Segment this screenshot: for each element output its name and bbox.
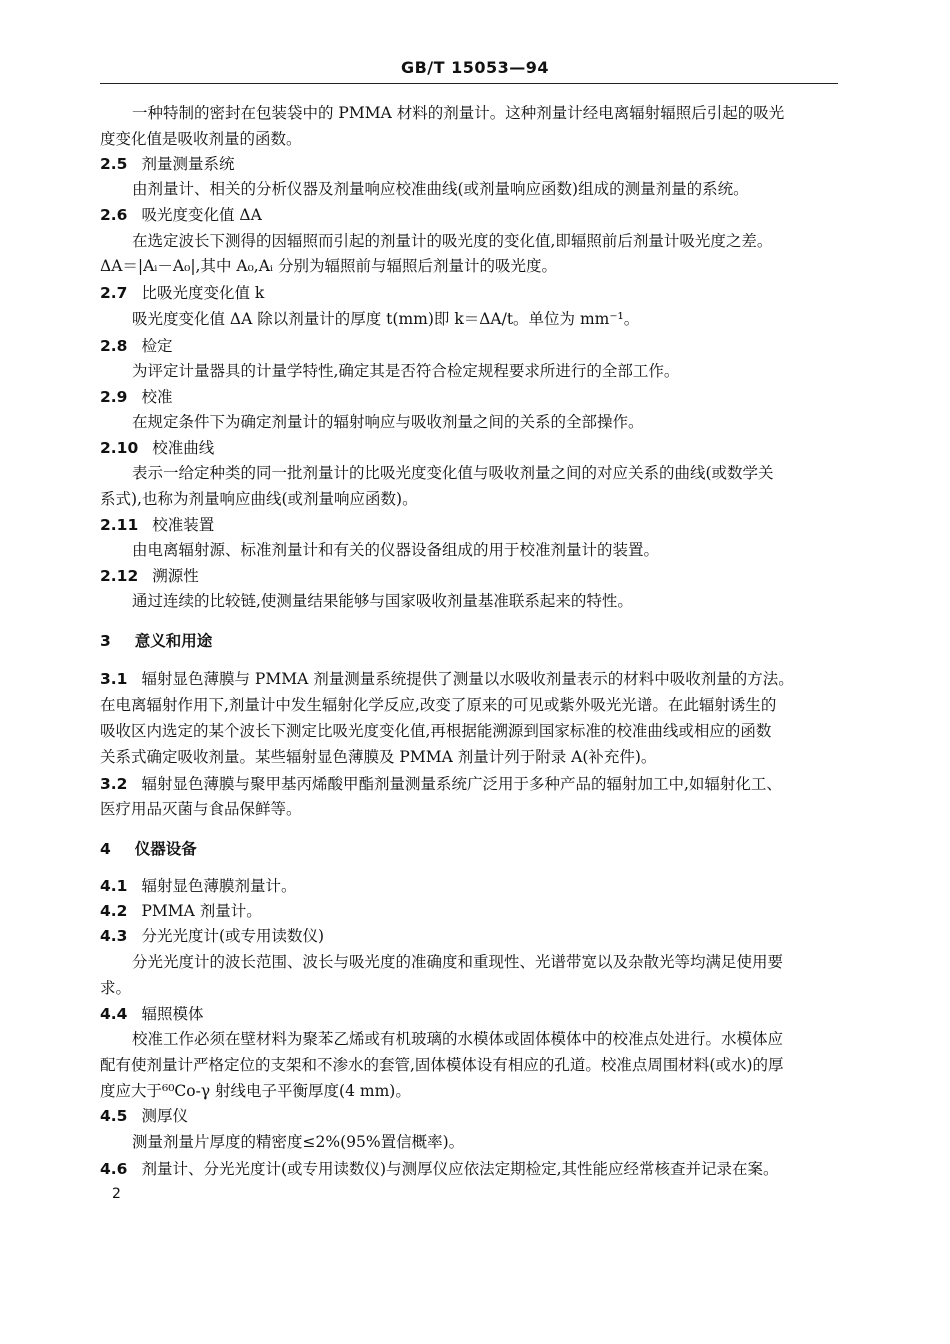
clause-text: 校准曲线 — [152, 439, 215, 457]
clause-number: 2.7 — [100, 284, 128, 302]
text-line — [132, 1028, 783, 1050]
clause-text: PMMA 剂量计。 — [141, 902, 262, 920]
text-line — [132, 102, 784, 124]
header-rule — [100, 83, 838, 84]
clause-number: 4.2 — [100, 902, 128, 920]
section-heading — [100, 630, 212, 652]
text-line — [100, 255, 557, 277]
text-line — [132, 539, 659, 561]
clause-line — [100, 925, 324, 947]
text-line — [132, 1131, 464, 1153]
page-number: 2 — [112, 1186, 121, 1202]
text-line — [100, 746, 656, 768]
clause-line — [100, 1105, 188, 1127]
paragraph-text: 求。 — [100, 979, 132, 997]
text-line — [100, 694, 776, 716]
paragraph-text: 通过连续的比较链,使测量结果能够与国家吸收剂量基准联系起来的特性。 — [132, 592, 633, 610]
paragraph-text: 系式),也称为剂量响应曲线(或剂量响应函数)。 — [100, 490, 418, 508]
text-line — [132, 360, 679, 382]
clause-number: 4.1 — [100, 877, 128, 895]
clause-line — [100, 875, 296, 897]
clause-text: 吸光度变化值 ΔA — [141, 206, 262, 224]
clause-number: 2.8 — [100, 337, 128, 355]
text-line — [100, 488, 418, 510]
clause-text: 比吸光度变化值 k — [141, 284, 265, 302]
clause-number: 2.11 — [100, 516, 139, 534]
clause-number: 4 — [100, 840, 111, 858]
text-line — [132, 178, 749, 200]
clause-number: 4.6 — [100, 1160, 128, 1178]
text-line — [132, 462, 774, 484]
clause-line — [100, 900, 262, 922]
text-line — [132, 411, 644, 433]
clause-line — [100, 668, 794, 690]
page-header: GB/T 15053—94 — [400, 58, 550, 77]
clause-text: 校准 — [141, 388, 173, 406]
paragraph-text: 为评定计量器具的计量学特性,确定其是否符合检定规程要求所进行的全部工作。 — [132, 362, 680, 380]
clause-line — [100, 1003, 203, 1025]
clause-line — [100, 153, 234, 175]
paragraph-text: 医疗用品灭菌与食品保鲜等。 — [100, 800, 302, 818]
clause-text: 测厚仪 — [141, 1107, 188, 1125]
clause-text: 溯源性 — [152, 567, 199, 585]
clause-number: 2.9 — [100, 388, 128, 406]
paragraph-text: 关系式确定吸收剂量。某些辐射显色薄膜及 PMMA 剂量计列于附录 A(补充件)。 — [100, 748, 657, 766]
paragraph-text: 吸收区内选定的某个波长下测定比吸光度变化值,再根据能溯源到国家标准的校准曲线或相应的函数 — [100, 722, 772, 740]
clause-text: 仪器设备 — [134, 840, 197, 858]
text-line — [100, 977, 131, 999]
clause-number: 2.12 — [100, 567, 139, 585]
clause-line — [100, 282, 264, 304]
paragraph-text: 由剂量计、相关的分析仪器及剂量响应校准曲线(或剂量响应函数)组成的测量剂量的系统。 — [132, 180, 749, 198]
clause-text: 辐射显色薄膜与 PMMA 剂量测量系统提供了测量以水吸收剂量表示的材料中吸收剂量的方法。 — [141, 670, 794, 688]
clause-text: 剂量计、分光光度计(或专用读数仪)与测厚仪应依法定期检定,其性能应经常核查并记录在案。 — [141, 1160, 779, 1178]
clause-text: 剂量测量系统 — [141, 155, 235, 173]
clause-number: 3.1 — [100, 670, 128, 688]
text-line — [132, 951, 783, 973]
text-line — [132, 590, 633, 612]
text-line — [132, 308, 639, 330]
paragraph-text: 在选定波长下测得的因辐照而引起的剂量计的吸光度的变化值,即辐照前后剂量计吸光度之差。 — [132, 232, 773, 250]
text-line — [100, 128, 302, 150]
clause-text: 意义和用途 — [134, 632, 213, 650]
paragraph-text: 配有使剂量计严格定位的支架和不渗水的套管,固体模体设有相应的孔道。校准点周围材料(或水)的厚 — [100, 1056, 784, 1074]
clause-number: 2.6 — [100, 206, 128, 224]
clause-text: 辐射显色薄膜与聚甲基丙烯酸甲酯剂量测量系统广泛用于多种产品的辐射加工中,如辐射化工、 — [141, 775, 782, 793]
clause-text: 检定 — [141, 337, 173, 355]
clause-line — [100, 204, 262, 226]
clause-line — [100, 773, 782, 795]
clause-number: 4.3 — [100, 927, 128, 945]
text-line — [100, 720, 771, 742]
clause-number: 4.4 — [100, 1005, 128, 1023]
section-heading — [100, 838, 197, 860]
clause-line — [100, 1158, 779, 1180]
clause-line — [100, 514, 214, 536]
clause-line — [100, 437, 214, 459]
paragraph-text: 度变化值是吸收剂量的函数。 — [100, 130, 302, 148]
paragraph-text: 度应大于⁶⁰Co-γ 射线电子平衡厚度(4 mm)。 — [100, 1082, 411, 1100]
paragraph-text: 一种特制的密封在包装袋中的 PMMA 材料的剂量计。这种剂量计经电离辐射辐照后引起的吸光 — [132, 104, 785, 122]
clause-number: 2.10 — [100, 439, 139, 457]
paragraph-text: 吸光度变化值 ΔA 除以剂量计的厚度 t(mm)即 k＝ΔA/t。单位为 mm⁻¹。 — [132, 310, 640, 328]
clause-line — [100, 565, 199, 587]
clause-line — [100, 335, 172, 357]
clause-number: 3 — [100, 632, 111, 650]
paragraph-text: 校准工作必须在壁材料为聚苯乙烯或有机玻璃的水模体或固体模体中的校准点处进行。水模体应 — [132, 1030, 784, 1048]
paragraph-text: 由电离辐射源、标准剂量计和有关的仪器设备组成的用于校准剂量计的装置。 — [132, 541, 660, 559]
paragraph-text: 在电离辐射作用下,剂量计中发生辐射化学反应,改变了原来的可见或紫外吸光光谱。在此辐射诱生的 — [100, 696, 777, 714]
paragraph-text: 分光光度计的波长范围、波长与吸光度的准确度和重现性、光谱带宽以及杂散光等均满足使用要 — [132, 953, 784, 971]
clause-text: 校准装置 — [152, 516, 215, 534]
text-line — [100, 798, 302, 820]
clause-text: 辐照模体 — [141, 1005, 204, 1023]
clause-text: 分光光度计(或专用读数仪) — [141, 927, 325, 945]
text-line — [100, 1080, 411, 1102]
clause-number: 4.5 — [100, 1107, 128, 1125]
paragraph-text: 测量剂量片厚度的精密度≤2%(95%置信概率)。 — [132, 1133, 465, 1151]
paragraph-text: 表示一给定种类的同一批剂量计的比吸光度变化值与吸收剂量之间的对应关系的曲线(或数学关 — [132, 464, 774, 482]
paragraph-text: 在规定条件下为确定剂量计的辐射响应与吸收剂量之间的关系的全部操作。 — [132, 413, 644, 431]
clause-text: 辐射显色薄膜剂量计。 — [141, 877, 297, 895]
clause-number: 3.2 — [100, 775, 128, 793]
clause-number: 2.5 — [100, 155, 128, 173]
clause-line — [100, 386, 172, 408]
text-line — [132, 230, 772, 252]
text-line — [100, 1054, 784, 1076]
paragraph-text: ΔA＝|Aᵢ－A₀|,其中 A₀,Aᵢ 分别为辐照前与辐照后剂量计的吸光度。 — [100, 257, 557, 275]
